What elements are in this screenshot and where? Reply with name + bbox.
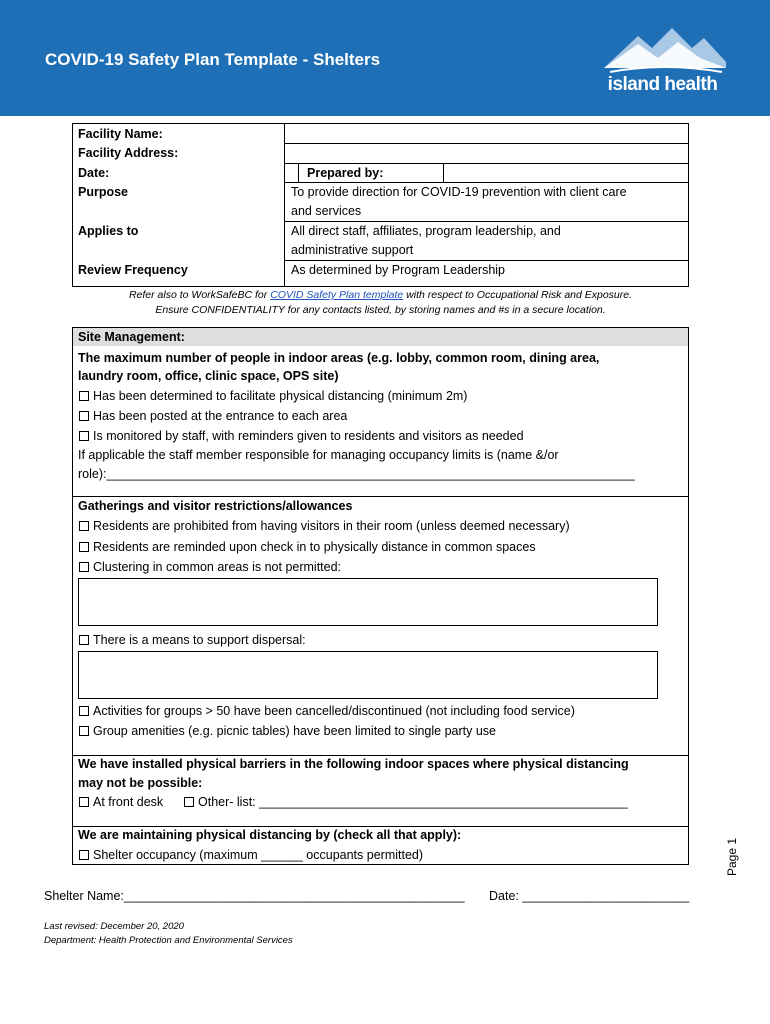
checkbox-icon	[79, 706, 89, 716]
checkbox-icon	[79, 850, 89, 860]
checkbox-icon	[79, 391, 89, 401]
page-header	[0, 0, 770, 116]
shelter-name-field[interactable]: Shelter Name:_________________________________________________	[44, 889, 465, 903]
checkbox-distancing-determined[interactable]: Has been determined to facilitate physical distancing (minimum 2m)	[79, 388, 467, 405]
checkbox-icon	[79, 542, 89, 552]
checkbox-icon	[79, 635, 89, 645]
date-field[interactable]: Date: ________________________	[489, 889, 690, 903]
max-people-question-2: laundry room, office, clinic space, OPS site)	[78, 369, 339, 383]
checkbox-clustering-not-permitted[interactable]: Clustering in common areas is not permitted:	[79, 559, 341, 576]
department: Department: Health Protection and Environmental Services	[44, 935, 293, 946]
applies-to-label: Applies to	[78, 224, 139, 238]
distancing-heading: We are maintaining physical distancing by (check all that apply):	[78, 828, 462, 842]
purpose-text: To provide direction for COVID-19 prevention with client care	[291, 185, 627, 199]
applies-to-text-2: administrative support	[291, 243, 414, 257]
checkbox-icon	[79, 726, 89, 736]
checkbox-icon	[79, 562, 89, 572]
barriers-heading: We have installed physical barriers in the following indoor spaces where physical distancing	[78, 757, 629, 771]
checkbox-activities-cancelled[interactable]: Activities for groups > 50 have been cancelled/discontinued (not including food service)	[79, 703, 575, 720]
checkbox-group-amenities-limited[interactable]: Group amenities (e.g. picnic tables) have been limited to single party use	[79, 723, 496, 740]
facility-name-label: Facility Name:	[78, 127, 163, 141]
checkbox-icon	[79, 431, 89, 441]
dispersal-details-textarea[interactable]	[78, 651, 658, 699]
checkbox-icon	[79, 411, 89, 421]
checkbox-icon	[79, 797, 89, 807]
checkbox-monitored-by-staff[interactable]: Is monitored by staff, with reminders given to residents and visitors as needed	[79, 428, 524, 445]
covid-safety-plan-link[interactable]: COVID Safety Plan template	[270, 289, 404, 301]
clustering-details-textarea[interactable]	[78, 578, 658, 626]
checkbox-check-in-reminder[interactable]: Residents are reminded upon check in to physically distance in common spaces	[79, 539, 536, 556]
review-frequency-value: As determined by Program Leadership	[291, 263, 506, 277]
checkbox-icon	[79, 521, 89, 531]
checkbox-front-desk[interactable]: At front desk	[79, 794, 163, 811]
island-health-logo	[600, 22, 730, 102]
purpose-text-2: and services	[291, 204, 362, 218]
barriers-heading-2: may not be possible:	[78, 776, 203, 790]
checkbox-shelter-occupancy[interactable]: Shelter occupancy (maximum ______ occupants permitted)	[79, 847, 423, 864]
review-frequency-label: Review Frequency	[78, 263, 188, 277]
checkbox-dispersal-support[interactable]: There is a means to support dispersal:	[79, 632, 306, 649]
responsible-staff-text: If applicable the staff member responsible for managing occupancy limits is (name &/or	[78, 448, 559, 462]
checkbox-other-list[interactable]: Other- list: _____________________________________________________	[184, 794, 628, 811]
page-number: Page 1	[725, 837, 739, 876]
logo-text: island health	[607, 74, 718, 95]
gatherings-heading: Gatherings and visitor restrictions/allowances	[78, 499, 353, 513]
responsible-staff-field[interactable]: role):____________________________________________________________________________	[78, 467, 635, 481]
applies-to-text: All direct staff, affiliates, program leadership, and	[291, 224, 561, 238]
facility-address-label: Facility Address:	[78, 146, 179, 160]
checkbox-visitors-prohibited[interactable]: Residents are prohibited from having visitors in their room (unless deemed necessary)	[79, 518, 570, 535]
prepared-by-label: Prepared by:	[307, 166, 384, 180]
max-people-question: The maximum number of people in indoor areas (e.g. lobby, common room, dining area,	[78, 351, 600, 365]
date-label: Date:	[78, 166, 110, 180]
page-title: COVID-19 Safety Plan Template - Shelters	[45, 50, 381, 69]
mountain-logo-icon	[600, 22, 730, 78]
confidentiality-note: Ensure CONFIDENTIALITY for any contacts listed, by storing names and #s in a secure location.	[155, 304, 606, 316]
worksafebc-note: Refer also to WorkSafeBC for COVID Safety Plan template with respect to Occupational Risk and Exposure.	[128, 289, 633, 301]
checkbox-icon	[184, 797, 194, 807]
site-management-heading: Site Management:	[78, 330, 185, 344]
last-revised: Last revised: December 20, 2020	[44, 921, 184, 932]
purpose-label: Purpose	[78, 185, 129, 199]
checkbox-posted-entrance[interactable]: Has been posted at the entrance to each area	[79, 408, 347, 425]
